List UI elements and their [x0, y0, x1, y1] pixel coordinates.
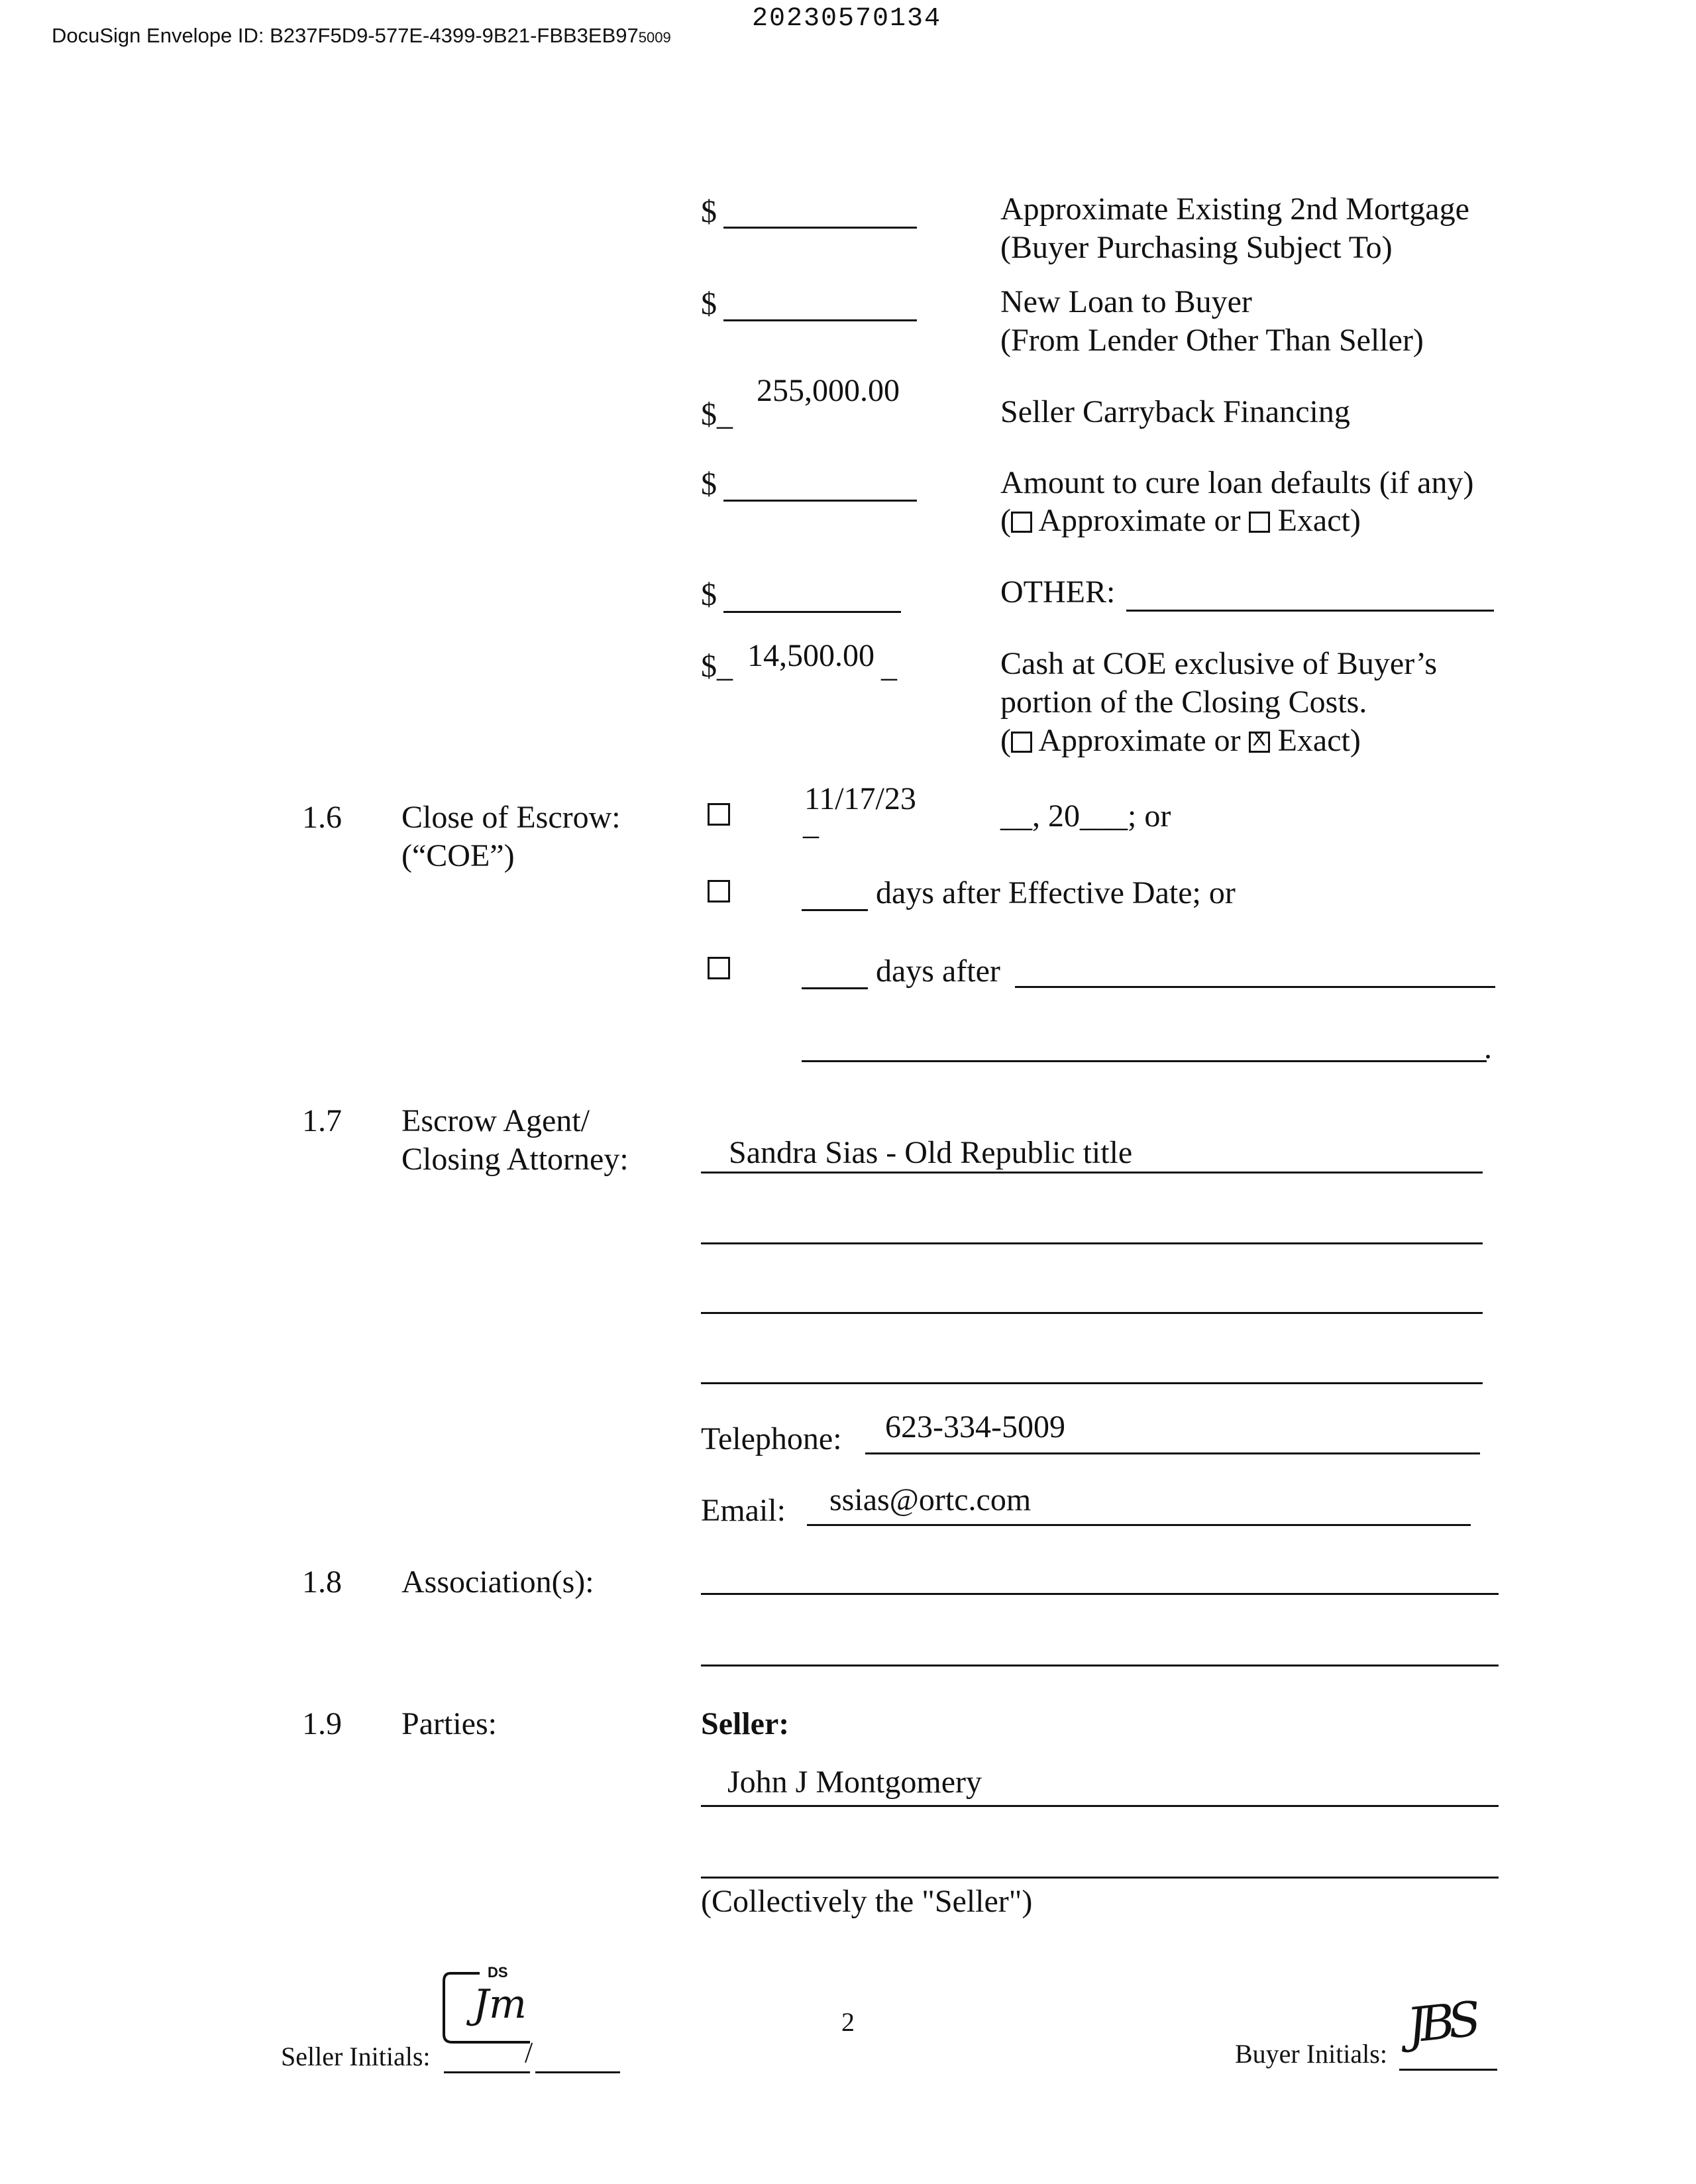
escrow-agent-value: Sandra Sias - Old Republic title [729, 1135, 1133, 1170]
coe-date-dash: _ [803, 806, 819, 842]
coe-option-days-after-checkbox[interactable] [708, 957, 730, 979]
coe-option-date-checkbox[interactable] [708, 803, 730, 826]
row4-exact-checkbox[interactable] [1249, 512, 1270, 533]
row2-desc-line1: New Loan to Buyer [1000, 284, 1252, 319]
row4-open-paren: ( [1000, 503, 1011, 538]
section-1-6-label-line2: (“COE”) [401, 838, 515, 873]
email-value: ssias@ortc.com [829, 1482, 1032, 1517]
row4-approximate-label: Approximate or [1038, 503, 1241, 538]
seller-line2[interactable] [701, 1877, 1499, 1879]
row5-other-line[interactable] [1126, 610, 1494, 612]
row6-open-paren: ( [1000, 723, 1011, 758]
coe-option-days-effective-checkbox[interactable] [708, 880, 730, 902]
section-1-7-label-line2: Closing Attorney: [401, 1142, 629, 1177]
row6-exact-label: Exact) [1277, 723, 1361, 758]
envelope-id-tail: 5009 [638, 29, 671, 46]
escrow-agent-line2[interactable] [701, 1242, 1483, 1244]
seller-initials-label: Seller Initials: [281, 2042, 431, 2071]
seller-initials-line1[interactable] [444, 2071, 530, 2073]
row3-currency: $_ [701, 397, 733, 432]
row4-amount-line [723, 500, 917, 502]
row6-approximate-checkbox[interactable] [1011, 732, 1032, 753]
coe-days-effective-text: days after Effective Date; or [876, 875, 1236, 910]
section-1-6-number: 1.6 [302, 800, 342, 835]
seller-heading: Seller: [701, 1706, 790, 1741]
row5-desc: OTHER: [1000, 574, 1116, 610]
buyer-initials-label: Buyer Initials: [1235, 2039, 1387, 2069]
coe-period: . [1484, 1030, 1492, 1065]
row5-currency: $ [701, 577, 717, 612]
buyer-initials-signature: JBS [1404, 1991, 1477, 2054]
ds-tag: DS [488, 1964, 508, 1981]
coe-days-after-count-line[interactable] [802, 987, 868, 989]
collectively-seller: (Collectively the "Seller") [701, 1884, 1033, 1919]
coe-days-after-event-line2[interactable] [802, 1060, 1487, 1062]
section-1-9-label: Parties: [401, 1706, 497, 1741]
row6-desc-line2: portion of the Closing Costs. [1000, 684, 1367, 720]
row6-amount: 14,500.00 [747, 638, 874, 673]
row4-desc-line1: Amount to cure loan defaults (if any) [1000, 465, 1474, 500]
seller-line1[interactable] [701, 1805, 1499, 1807]
row4-approximate-checkbox[interactable] [1011, 512, 1032, 533]
row6-approximate-label: Approximate or [1038, 723, 1241, 758]
coe-date-value: 11/17/23 [804, 781, 916, 816]
coe-days-after-event-line[interactable] [1015, 986, 1495, 988]
section-1-8-label: Association(s): [401, 1564, 594, 1600]
envelope-id [52, 24, 671, 48]
row4-currency: $ [701, 466, 717, 502]
row6-exact-check-mark: X [1252, 728, 1266, 750]
row4-exact-label: Exact) [1277, 503, 1361, 538]
telephone-line[interactable] [865, 1452, 1480, 1454]
coe-days-after-text: days after [876, 954, 1000, 989]
coe-days-effective-line[interactable] [802, 909, 868, 911]
association-line2[interactable] [701, 1665, 1499, 1666]
seller-name: John J Montgomery [727, 1765, 982, 1800]
row1-desc-line1: Approximate Existing 2nd Mortgage [1000, 191, 1469, 227]
row1-currency: $ [701, 194, 717, 229]
section-1-7-label-line1: Escrow Agent/ [401, 1103, 590, 1138]
recording-number: 20230570134 [752, 4, 942, 34]
email-line[interactable] [807, 1524, 1471, 1526]
escrow-agent-line4[interactable] [701, 1382, 1483, 1384]
telephone-label: Telephone: [701, 1421, 842, 1456]
row4-desc-line2 [1000, 505, 1361, 537]
seller-initials-slash: / [525, 2036, 533, 2069]
row6-desc-line1: Cash at COE exclusive of Buyer’s [1000, 646, 1437, 681]
escrow-agent-line3[interactable] [701, 1312, 1483, 1314]
escrow-agent-line1[interactable] [701, 1172, 1483, 1174]
row2-currency: $ [701, 286, 717, 321]
section-1-7-number: 1.7 [302, 1103, 342, 1138]
seller-initials-signature: Jm [473, 1981, 527, 2028]
row1-desc-line2: (Buyer Purchasing Subject To) [1000, 230, 1393, 265]
envelope-id-label: DocuSign Envelope ID: B237F5D9-577E-4399-9B21-FBB3EB97 [52, 24, 639, 47]
email-label: Email: [701, 1493, 786, 1528]
row2-desc-line2: (From Lender Other Than Seller) [1000, 323, 1424, 358]
section-1-8-number: 1.8 [302, 1564, 342, 1600]
row6-amount-suffix: _ [881, 649, 897, 684]
association-line1[interactable] [701, 1593, 1499, 1595]
coe-date-year-text: __, 20___; or [1000, 798, 1171, 834]
docusign-initials-stamp [440, 1964, 533, 2054]
section-1-9-number: 1.9 [302, 1706, 342, 1741]
row3-desc: Seller Carryback Financing [1000, 394, 1350, 429]
page-number: 2 [841, 2007, 855, 2037]
row6-exact-checkbox[interactable] [1249, 728, 1270, 753]
buyer-initials-line[interactable] [1399, 2069, 1497, 2071]
row5-amount-line [723, 611, 901, 613]
section-1-6-label-line1: Close of Escrow: [401, 800, 621, 835]
row1-amount-line [723, 227, 917, 229]
row6-desc-line3 [1000, 725, 1361, 757]
telephone-value: 623-334-5009 [885, 1409, 1065, 1445]
row6-currency: $_ [701, 649, 733, 684]
row3-amount: 255,000.00 [757, 373, 900, 408]
row2-amount-line [723, 319, 917, 321]
seller-initials-line2[interactable] [535, 2071, 620, 2073]
